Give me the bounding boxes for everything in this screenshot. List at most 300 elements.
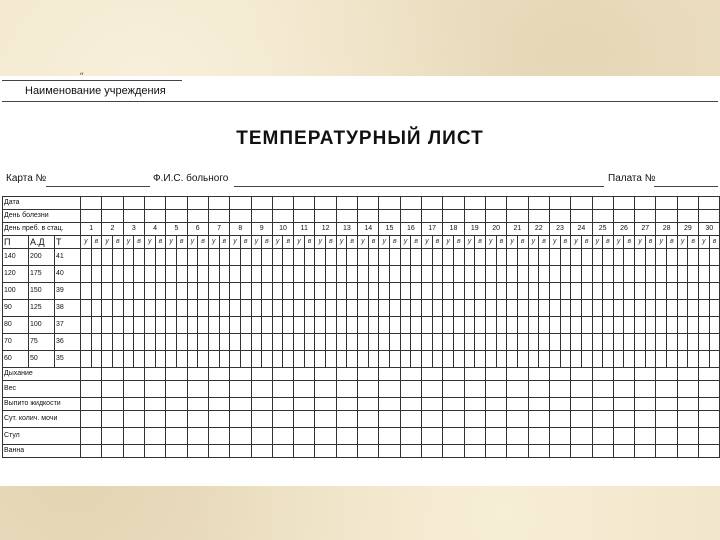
chart-cell[interactable] [645,317,656,334]
urine-cell[interactable] [379,411,400,428]
day-illness-cell[interactable] [677,210,698,223]
chart-cell[interactable] [230,334,241,351]
chart-cell[interactable] [123,300,134,317]
weight-cell[interactable] [230,381,251,398]
chart-cell[interactable] [219,317,230,334]
chart-cell[interactable] [699,334,710,351]
chart-cell[interactable] [315,266,326,283]
stool-cell[interactable] [208,428,229,445]
stool-cell[interactable] [656,428,677,445]
urine-cell[interactable] [549,411,570,428]
fluids-cell[interactable] [251,398,272,411]
chart-cell[interactable] [603,351,614,368]
chart-cell[interactable] [688,317,699,334]
chart-cell[interactable] [123,317,134,334]
chart-cell[interactable] [528,300,539,317]
chart-cell[interactable] [581,283,592,300]
chart-cell[interactable] [688,300,699,317]
stool-cell[interactable] [592,428,613,445]
chart-cell[interactable] [91,300,102,317]
chart-cell[interactable] [560,249,571,266]
chart-cell[interactable] [528,249,539,266]
chart-cell[interactable] [358,300,369,317]
day-illness-cell[interactable] [613,210,634,223]
fluids-cell[interactable] [400,398,421,411]
chart-cell[interactable] [91,317,102,334]
weight-cell[interactable] [507,381,528,398]
chart-cell[interactable] [485,334,496,351]
bath-cell[interactable] [699,445,720,458]
chart-cell[interactable] [400,249,411,266]
chart-cell[interactable] [304,334,315,351]
stool-cell[interactable] [400,428,421,445]
chart-cell[interactable] [400,266,411,283]
day-illness-cell[interactable] [464,210,485,223]
fluids-cell[interactable] [592,398,613,411]
chart-cell[interactable] [464,300,475,317]
chart-cell[interactable] [390,249,401,266]
chart-cell[interactable] [571,249,582,266]
chart-cell[interactable] [592,317,603,334]
bath-cell[interactable] [294,445,315,458]
chart-cell[interactable] [667,283,678,300]
breathing-cell[interactable] [699,368,720,381]
chart-cell[interactable] [656,317,667,334]
bath-cell[interactable] [422,445,443,458]
bath-cell[interactable] [208,445,229,458]
breathing-cell[interactable] [485,368,506,381]
chart-cell[interactable] [251,283,262,300]
chart-cell[interactable] [283,300,294,317]
chart-cell[interactable] [112,351,123,368]
chart-cell[interactable] [219,351,230,368]
chart-cell[interactable] [485,351,496,368]
chart-cell[interactable] [315,300,326,317]
chart-cell[interactable] [432,249,443,266]
bath-cell[interactable] [464,445,485,458]
chart-cell[interactable] [656,266,667,283]
chart-cell[interactable] [155,249,166,266]
day-illness-cell[interactable] [379,210,400,223]
weight-cell[interactable] [422,381,443,398]
chart-cell[interactable] [81,266,92,283]
bath-cell[interactable] [123,445,144,458]
chart-cell[interactable] [176,283,187,300]
chart-cell[interactable] [315,317,326,334]
chart-cell[interactable] [251,300,262,317]
stool-cell[interactable] [336,428,357,445]
breathing-cell[interactable] [571,368,592,381]
chart-cell[interactable] [81,351,92,368]
chart-cell[interactable] [613,249,624,266]
fluids-cell[interactable] [549,398,570,411]
chart-cell[interactable] [358,283,369,300]
chart-cell[interactable] [315,334,326,351]
breathing-cell[interactable] [464,368,485,381]
urine-cell[interactable] [294,411,315,428]
chart-cell[interactable] [358,334,369,351]
weight-cell[interactable] [251,381,272,398]
breathing-cell[interactable] [102,368,123,381]
chart-cell[interactable] [603,283,614,300]
day-illness-cell[interactable] [187,210,208,223]
day-illness-cell[interactable] [571,210,592,223]
stool-cell[interactable] [102,428,123,445]
chart-cell[interactable] [656,334,667,351]
chart-cell[interactable] [571,317,582,334]
chart-cell[interactable] [379,266,390,283]
chart-cell[interactable] [304,351,315,368]
chart-cell[interactable] [134,300,145,317]
chart-cell[interactable] [347,266,358,283]
chart-cell[interactable] [102,266,113,283]
urine-cell[interactable] [358,411,379,428]
chart-cell[interactable] [272,266,283,283]
chart-cell[interactable] [262,317,273,334]
chart-cell[interactable] [635,334,646,351]
breathing-cell[interactable] [81,368,102,381]
stool-cell[interactable] [635,428,656,445]
chart-cell[interactable] [144,283,155,300]
chart-cell[interactable] [304,249,315,266]
chart-cell[interactable] [390,283,401,300]
chart-cell[interactable] [517,351,528,368]
date-cell[interactable] [336,197,357,210]
day-illness-cell[interactable] [635,210,656,223]
stool-cell[interactable] [528,428,549,445]
chart-cell[interactable] [208,283,219,300]
chart-cell[interactable] [688,334,699,351]
chart-cell[interactable] [485,249,496,266]
chart-cell[interactable] [379,317,390,334]
stool-cell[interactable] [571,428,592,445]
chart-cell[interactable] [155,283,166,300]
chart-cell[interactable] [635,351,646,368]
chart-cell[interactable] [166,317,177,334]
chart-cell[interactable] [208,317,219,334]
chart-cell[interactable] [198,249,209,266]
chart-cell[interactable] [230,283,241,300]
weight-cell[interactable] [677,381,698,398]
chart-cell[interactable] [262,300,273,317]
breathing-cell[interactable] [677,368,698,381]
chart-cell[interactable] [422,351,433,368]
stool-cell[interactable] [187,428,208,445]
weight-cell[interactable] [485,381,506,398]
chart-cell[interactable] [624,317,635,334]
chart-cell[interactable] [613,283,624,300]
chart-cell[interactable] [496,300,507,317]
chart-cell[interactable] [176,266,187,283]
chart-cell[interactable] [166,351,177,368]
chart-cell[interactable] [453,351,464,368]
chart-cell[interactable] [230,266,241,283]
chart-cell[interactable] [496,351,507,368]
chart-cell[interactable] [485,283,496,300]
day-illness-cell[interactable] [336,210,357,223]
chart-cell[interactable] [368,300,379,317]
fluids-cell[interactable] [208,398,229,411]
fluids-cell[interactable] [230,398,251,411]
weight-cell[interactable] [592,381,613,398]
bath-cell[interactable] [230,445,251,458]
day-illness-cell[interactable] [528,210,549,223]
chart-cell[interactable] [336,249,347,266]
chart-cell[interactable] [208,334,219,351]
chart-cell[interactable] [347,300,358,317]
stool-cell[interactable] [272,428,293,445]
chart-cell[interactable] [528,351,539,368]
chart-cell[interactable] [453,283,464,300]
stool-cell[interactable] [230,428,251,445]
chart-cell[interactable] [251,351,262,368]
chart-cell[interactable] [134,351,145,368]
chart-cell[interactable] [251,266,262,283]
ward-number-field[interactable] [654,186,718,187]
chart-cell[interactable] [560,300,571,317]
chart-cell[interactable] [422,317,433,334]
date-cell[interactable] [144,197,165,210]
chart-cell[interactable] [432,334,443,351]
chart-cell[interactable] [443,351,454,368]
chart-cell[interactable] [603,317,614,334]
stool-cell[interactable] [251,428,272,445]
chart-cell[interactable] [272,317,283,334]
chart-cell[interactable] [400,300,411,317]
fluids-cell[interactable] [507,398,528,411]
chart-cell[interactable] [336,351,347,368]
stool-cell[interactable] [379,428,400,445]
chart-cell[interactable] [336,334,347,351]
chart-cell[interactable] [187,317,198,334]
weight-cell[interactable] [443,381,464,398]
chart-cell[interactable] [112,300,123,317]
chart-cell[interactable] [187,283,198,300]
chart-cell[interactable] [549,334,560,351]
urine-cell[interactable] [422,411,443,428]
fluids-cell[interactable] [272,398,293,411]
day-illness-cell[interactable] [443,210,464,223]
breathing-cell[interactable] [507,368,528,381]
date-cell[interactable] [592,197,613,210]
chart-cell[interactable] [539,317,550,334]
chart-cell[interactable] [112,249,123,266]
chart-cell[interactable] [443,317,454,334]
chart-cell[interactable] [198,300,209,317]
chart-cell[interactable] [475,317,486,334]
stool-cell[interactable] [358,428,379,445]
chart-cell[interactable] [251,317,262,334]
chart-cell[interactable] [592,351,603,368]
bath-cell[interactable] [677,445,698,458]
chart-cell[interactable] [379,351,390,368]
chart-cell[interactable] [283,283,294,300]
bath-cell[interactable] [102,445,123,458]
chart-cell[interactable] [81,317,92,334]
chart-cell[interactable] [709,334,720,351]
date-cell[interactable] [230,197,251,210]
weight-cell[interactable] [528,381,549,398]
chart-cell[interactable] [102,300,113,317]
chart-cell[interactable] [624,300,635,317]
chart-cell[interactable] [667,249,678,266]
fluids-cell[interactable] [613,398,634,411]
chart-cell[interactable] [294,351,305,368]
chart-cell[interactable] [272,249,283,266]
chart-cell[interactable] [667,300,678,317]
date-cell[interactable] [485,197,506,210]
chart-cell[interactable] [475,249,486,266]
chart-cell[interactable] [677,249,688,266]
chart-cell[interactable] [422,283,433,300]
stool-cell[interactable] [123,428,144,445]
chart-cell[interactable] [294,334,305,351]
chart-cell[interactable] [102,334,113,351]
chart-cell[interactable] [176,317,187,334]
chart-cell[interactable] [166,283,177,300]
fluids-cell[interactable] [123,398,144,411]
chart-cell[interactable] [464,249,475,266]
day-illness-cell[interactable] [144,210,165,223]
chart-cell[interactable] [81,283,92,300]
chart-cell[interactable] [603,334,614,351]
fluids-cell[interactable] [677,398,698,411]
chart-cell[interactable] [240,351,251,368]
chart-cell[interactable] [112,334,123,351]
chart-cell[interactable] [411,283,422,300]
chart-cell[interactable] [262,283,273,300]
chart-cell[interactable] [230,249,241,266]
chart-cell[interactable] [368,249,379,266]
urine-cell[interactable] [677,411,698,428]
weight-cell[interactable] [272,381,293,398]
chart-cell[interactable] [208,351,219,368]
date-cell[interactable] [549,197,570,210]
chart-cell[interactable] [272,300,283,317]
urine-cell[interactable] [230,411,251,428]
chart-cell[interactable] [624,351,635,368]
bath-cell[interactable] [528,445,549,458]
fluids-cell[interactable] [699,398,720,411]
stool-cell[interactable] [144,428,165,445]
chart-cell[interactable] [699,317,710,334]
chart-cell[interactable] [91,334,102,351]
breathing-cell[interactable] [592,368,613,381]
date-cell[interactable] [422,197,443,210]
chart-cell[interactable] [528,266,539,283]
weight-cell[interactable] [699,381,720,398]
chart-cell[interactable] [336,317,347,334]
weight-cell[interactable] [464,381,485,398]
chart-cell[interactable] [198,334,209,351]
stool-cell[interactable] [315,428,336,445]
chart-cell[interactable] [347,351,358,368]
chart-cell[interactable] [667,351,678,368]
bath-cell[interactable] [571,445,592,458]
breathing-cell[interactable] [528,368,549,381]
chart-cell[interactable] [368,351,379,368]
chart-cell[interactable] [155,317,166,334]
chart-cell[interactable] [560,283,571,300]
weight-cell[interactable] [166,381,187,398]
chart-cell[interactable] [432,283,443,300]
chart-cell[interactable] [539,300,550,317]
chart-cell[interactable] [475,283,486,300]
urine-cell[interactable] [166,411,187,428]
chart-cell[interactable] [592,266,603,283]
chart-cell[interactable] [240,334,251,351]
breathing-cell[interactable] [635,368,656,381]
chart-cell[interactable] [411,317,422,334]
stool-cell[interactable] [549,428,570,445]
bath-cell[interactable] [166,445,187,458]
chart-cell[interactable] [198,317,209,334]
chart-cell[interactable] [283,317,294,334]
chart-cell[interactable] [613,334,624,351]
chart-cell[interactable] [251,334,262,351]
chart-cell[interactable] [219,334,230,351]
chart-cell[interactable] [443,300,454,317]
chart-cell[interactable] [656,283,667,300]
chart-cell[interactable] [230,351,241,368]
chart-cell[interactable] [347,283,358,300]
chart-cell[interactable] [176,334,187,351]
chart-cell[interactable] [475,334,486,351]
weight-cell[interactable] [549,381,570,398]
fluids-cell[interactable] [102,398,123,411]
chart-cell[interactable] [240,300,251,317]
chart-cell[interactable] [432,317,443,334]
chart-cell[interactable] [645,300,656,317]
chart-cell[interactable] [368,317,379,334]
chart-cell[interactable] [496,317,507,334]
chart-cell[interactable] [549,317,560,334]
chart-cell[interactable] [571,266,582,283]
chart-cell[interactable] [464,266,475,283]
chart-cell[interactable] [144,351,155,368]
chart-cell[interactable] [347,334,358,351]
breathing-cell[interactable] [358,368,379,381]
chart-cell[interactable] [475,351,486,368]
weight-cell[interactable] [336,381,357,398]
chart-cell[interactable] [453,334,464,351]
date-cell[interactable] [358,197,379,210]
chart-cell[interactable] [677,334,688,351]
stool-cell[interactable] [422,428,443,445]
chart-cell[interactable] [379,249,390,266]
chart-cell[interactable] [134,334,145,351]
chart-cell[interactable] [592,283,603,300]
fluids-cell[interactable] [81,398,102,411]
chart-cell[interactable] [624,283,635,300]
day-illness-cell[interactable] [81,210,102,223]
breathing-cell[interactable] [422,368,443,381]
chart-cell[interactable] [187,266,198,283]
chart-cell[interactable] [699,351,710,368]
breathing-cell[interactable] [336,368,357,381]
stool-cell[interactable] [166,428,187,445]
chart-cell[interactable] [571,300,582,317]
chart-cell[interactable] [230,317,241,334]
chart-cell[interactable] [635,266,646,283]
chart-cell[interactable] [91,283,102,300]
chart-cell[interactable] [560,334,571,351]
date-cell[interactable] [400,197,421,210]
chart-cell[interactable] [379,300,390,317]
chart-cell[interactable] [81,249,92,266]
stool-cell[interactable] [485,428,506,445]
chart-cell[interactable] [208,249,219,266]
